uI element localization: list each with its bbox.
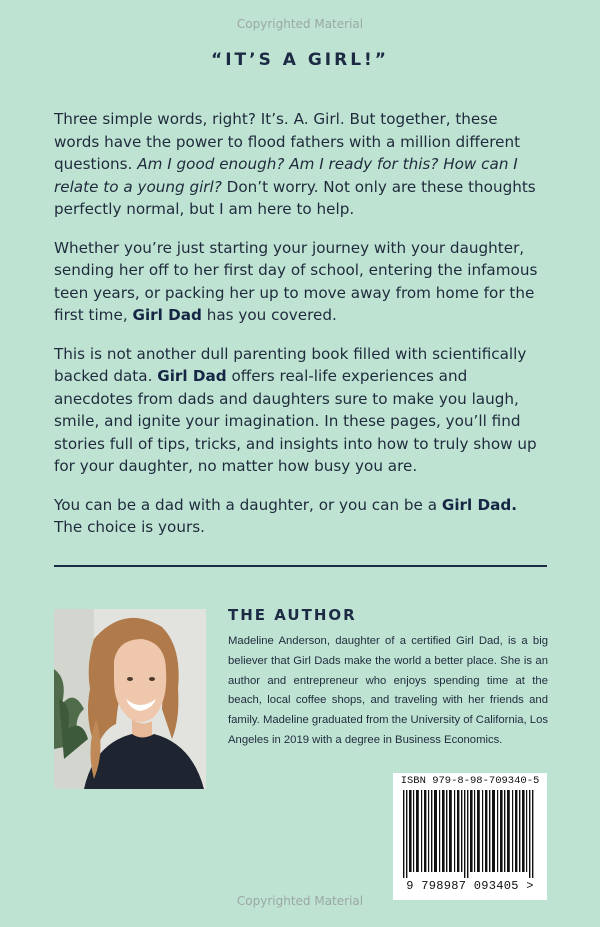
headline: “IT’S A GIRL!” — [211, 50, 389, 70]
copyright-watermark-top: Copyrighted Material — [236, 17, 364, 31]
author-bio: Madeline Anderson, daughter of a certified Girl Dad, is a big believer that Girl Dads make the world a better place. She is an author and entrepreneur who enjoys spending time at the beach, local coffee shops, and traveling with her friends and family. Madeline graduated from the University of California, Los Angeles in 2019 with a degree in Business Economics. — [228, 635, 549, 746]
barcode-bars — [397, 790, 543, 878]
copyright-watermark-bottom: Copyrighted Material — [236, 894, 364, 908]
author-heading: THE AUTHOR — [228, 606, 357, 624]
paragraph-3: This is not another dull parenting book filled with scientifically backed data. Girl Dad offers real-life experiences and anecdotes from dads and daughters sure to make you laugh, smile, and ignite your imagination. In these pages, you’ll find stories full of tips, tricks, and insights into how to truly show up for your daughter, no matter how busy you are. — [54, 344, 537, 475]
paragraph-2: Whether you’re just starting your journey with your daughter, sending her off to her first day of school, entering the infamous teen years, or packing her up to move away from home for the first time, Girl Dad has you covered. — [54, 238, 538, 324]
author-photo — [54, 609, 206, 789]
isbn-barcode — [393, 773, 547, 900]
paragraph-4: You can be a dad with a daughter, or you can be a Girl Dad. The choice is yours. — [54, 495, 518, 536]
paragraph-1: Three simple words, right? It’s. A. Girl. But together, these words have the power to flood fathers with a million different questions. Am I good enough? Am I ready for this? How can I relate to a young girl? Don’t worry. Not only are these thoughts perfectly normal, but I am here to help. — [54, 110, 536, 218]
divider-rule — [54, 565, 547, 567]
barcode-number: 9 798987 093405 > — [406, 879, 534, 893]
author-portrait-illustration — [54, 609, 206, 789]
isbn-label: ISBN 979-8-98-709340-5 — [400, 775, 540, 787]
blurb — [54, 108, 546, 555]
